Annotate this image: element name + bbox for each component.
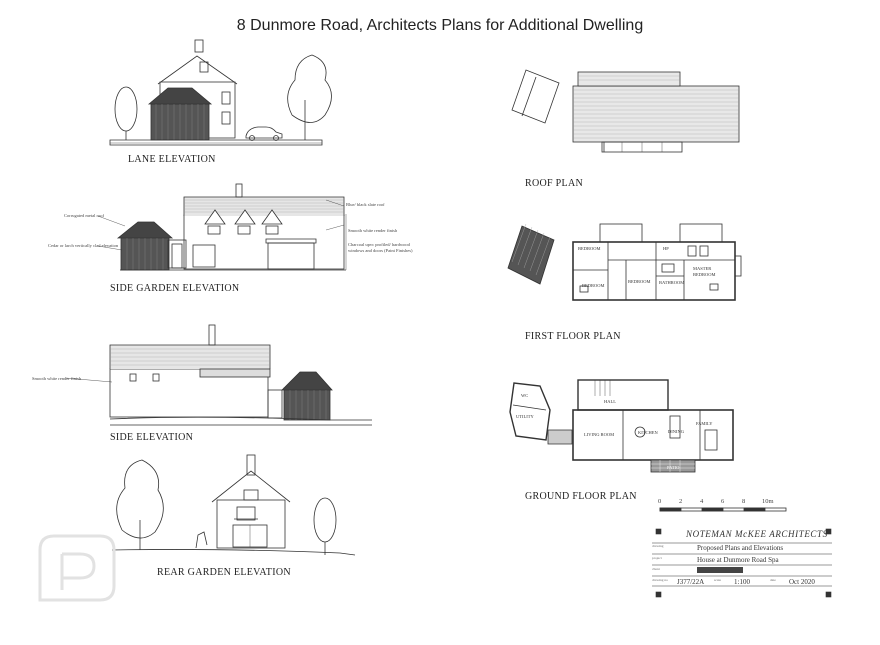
scale-tick: 2 <box>679 498 683 505</box>
note-blue-slate: Blue/ black slate roof <box>346 202 385 207</box>
drawing-date: Oct 2020 <box>789 578 815 586</box>
note-render: Smooth white render finish <box>348 228 398 233</box>
drawing-title: Proposed Plans and Elevations <box>697 544 784 552</box>
scale-tick: 0 <box>658 498 662 505</box>
roof-plan-label: ROOF PLAN <box>525 178 583 189</box>
side-elevation-drawing <box>66 325 372 425</box>
rear-garden-elevation-drawing <box>112 455 355 555</box>
roof-plan-drawing <box>512 70 739 152</box>
room-dining: DINING <box>668 429 684 434</box>
drawing-key: drawing <box>652 544 664 548</box>
page-title: 8 Dunmore Road, Architects Plans for Additional Dwelling <box>236 17 644 34</box>
firm-name: NOTEMAN McKEE ARCHITECTS <box>686 529 828 539</box>
room-family: FAMILY <box>696 421 713 426</box>
drawing-number: J377/22A <box>677 578 705 586</box>
first-floor-plan-drawing <box>508 224 741 300</box>
side-elevation-label: SIDE ELEVATION <box>110 432 194 443</box>
rear-garden-elevation-label: REAR GARDEN ELEVATION <box>157 567 291 578</box>
side-garden-elevation-label: SIDE GARDEN ELEVATION <box>110 283 240 294</box>
scale-tick: 6 <box>721 498 725 505</box>
room-bedroom-3: BEDROOM <box>628 279 651 284</box>
project-name: House at Dunmore Road Spa <box>697 556 779 564</box>
room-wc: WC <box>521 393 529 398</box>
room-utility: UTILITY <box>516 414 534 419</box>
project-key: project <box>652 556 662 560</box>
note-corrugated: Corrugated metal roof <box>64 213 104 218</box>
title-block <box>652 526 832 596</box>
scale-bar-drawing <box>660 508 786 511</box>
note-side-render: Smooth white render finish <box>32 376 82 381</box>
ground-floor-plan-drawing <box>510 380 733 472</box>
drawing-scale: 1:100 <box>734 578 750 586</box>
scale-tick: 10m <box>762 498 774 505</box>
lane-elevation-drawing <box>110 40 332 145</box>
room-hall: HALL <box>604 399 616 404</box>
room-bedroom-2: BEDROOM <box>582 283 605 288</box>
room-master-bedroom: MASTER BEDROOM <box>693 266 716 277</box>
room-kitchen: KITCHEN <box>638 430 658 435</box>
scale-key: scale <box>714 578 721 582</box>
client-key: client <box>652 567 660 571</box>
date-key: date <box>770 578 776 582</box>
note-cedar: Cedar or larch vertically clad elevation <box>48 243 119 248</box>
room-living: LIVING ROOM <box>584 432 615 437</box>
scale-tick: 4 <box>700 498 704 505</box>
first-floor-plan-label: FIRST FLOOR PLAN <box>525 331 621 342</box>
ground-floor-plan-label: GROUND FLOOR PLAN <box>525 491 637 502</box>
number-key: drawing no <box>652 578 668 582</box>
side-garden-elevation-drawing <box>98 184 346 270</box>
room-bedroom-1: BEDROOM <box>578 246 601 251</box>
room-bathroom: BATHROOM <box>659 280 685 285</box>
room-hp: HP <box>663 246 669 251</box>
note-charcoal: Charcoal upvc profiled/ hardwood windows and doors (Paint Finishes) <box>348 242 413 253</box>
scale-tick: 8 <box>742 498 746 505</box>
room-patio: PATIO <box>667 465 680 470</box>
lane-elevation-label: LANE ELEVATION <box>128 154 216 165</box>
watermark-logo <box>40 536 114 600</box>
